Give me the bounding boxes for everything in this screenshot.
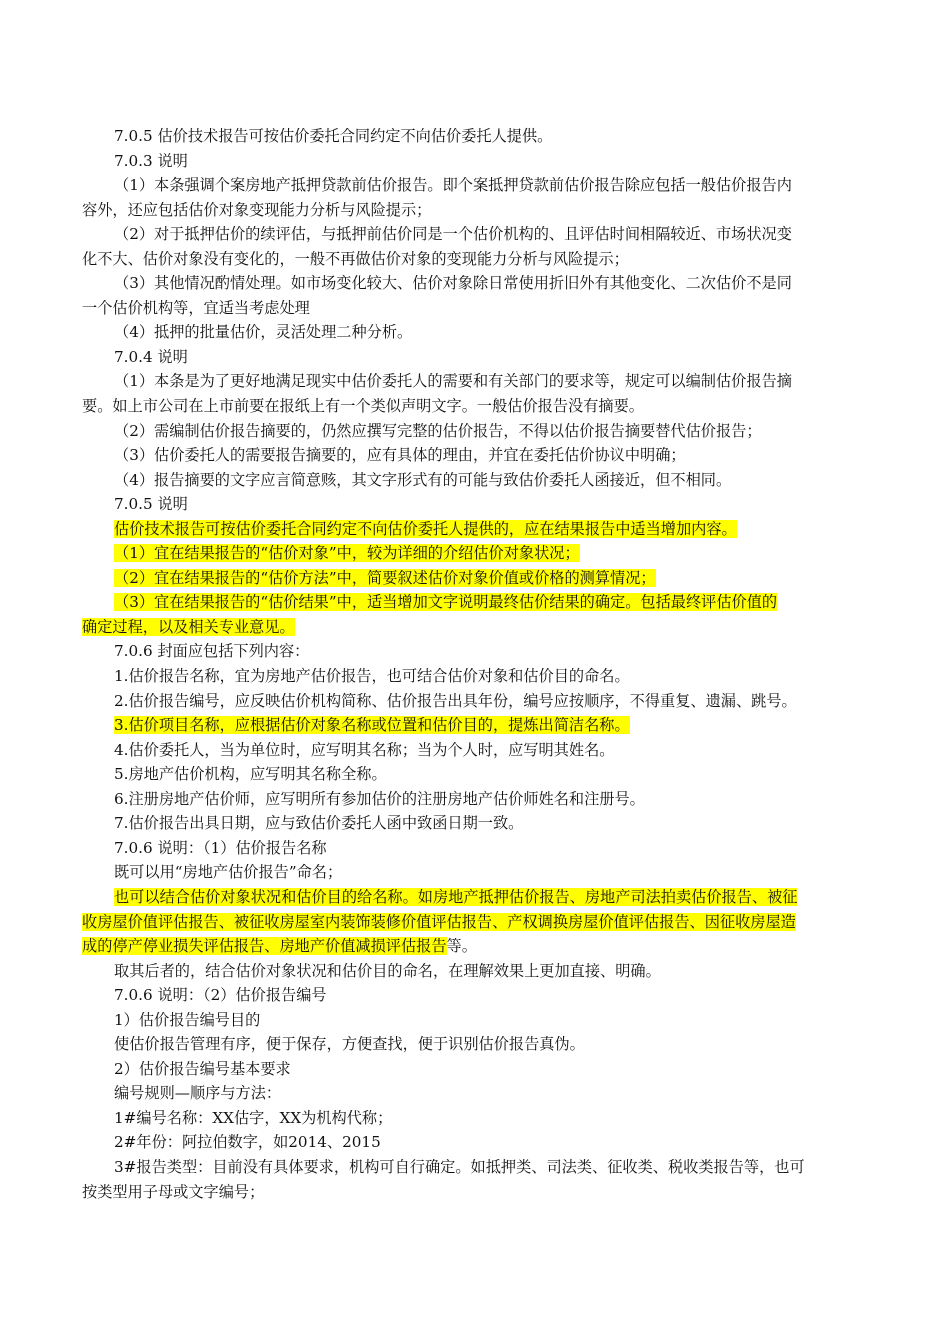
text-line <box>82 149 882 174</box>
line-text: 编号规则—顺序与方法： <box>114 1084 282 1103</box>
text-line <box>82 517 882 542</box>
highlighted-text: （1）宜在结果报告的“估价对象”中，较为详细的介绍估价对象状况； <box>114 544 580 563</box>
text-line <box>82 1081 882 1106</box>
text-line <box>82 566 882 591</box>
document-page <box>82 124 882 1204</box>
text-line <box>82 934 882 959</box>
highlighted-text: （2）宜在结果报告的“估价方法”中，简要叙述估价对象价值或价格的测算情况； <box>114 568 656 587</box>
line-text: 7.0.4 说明 <box>114 347 188 366</box>
line-text: 2.估价报告编号，应反映估价机构简称、估价报告出具年份，编号应按顺序，不得重复、遗漏、跳号。 <box>114 691 797 710</box>
line-text: 使估价报告管理有序，便于保存，方便查找，便于识别估价报告真伪。 <box>114 1035 585 1054</box>
text-line <box>82 664 882 689</box>
line-text: 按类型用子母或文字编号； <box>82 1182 265 1201</box>
line-text: 7.0.5 说明 <box>114 495 188 514</box>
text-line <box>82 394 882 419</box>
line-text: 2）估价报告编号基本要求 <box>114 1059 291 1078</box>
text-line <box>82 787 882 812</box>
highlighted-text: 成的停产停业损失评估报告、房地产价值减损评估报告 <box>82 937 447 956</box>
text-line <box>82 1155 882 1180</box>
line-text: （1）本条是为了更好地满足现实中估价委托人的需要和有关部门的要求等，规定可以编制估价报告摘 <box>114 372 792 391</box>
highlighted-text: 也可以结合估价对象状况和估价目的给名称。如房地产抵押估价报告、房地产司法拍卖估价报告、被征 <box>114 887 798 906</box>
text-line <box>82 124 882 149</box>
line-text: 容外，还应包括估价对象变现能力分析与风险提示； <box>82 200 432 219</box>
text-line <box>82 468 882 493</box>
line-text: 7.0.6 说明：（1）估价报告名称 <box>114 838 327 857</box>
highlighted-text: （3）宜在结果报告的“估价结果”中，适当增加文字说明最终估价结果的确定。包括最终评估价值的 <box>114 593 778 612</box>
text-line <box>82 247 882 272</box>
line-text: 7.0.6 说明：（2）估价报告编号 <box>114 986 327 1005</box>
text-line <box>82 885 882 910</box>
text-line <box>82 1130 882 1155</box>
line-text: 6.注册房地产估价师，应写明所有参加估价的注册房地产估价师姓名和注册号。 <box>114 789 645 808</box>
line-text: 1#编号名称：XX估字，XX为机构代称； <box>114 1108 393 1127</box>
line-text: 取其后者的，结合估价对象状况和估价目的命名，在理解效果上更加直接、明确。 <box>114 961 661 980</box>
text-line <box>82 860 882 885</box>
text-line <box>82 1106 882 1131</box>
line-text: 2#年份：阿拉伯数字，如2014、2015 <box>114 1133 381 1152</box>
text-line <box>82 173 882 198</box>
line-text: 7.0.5 估价技术报告可按估价委托合同约定不向估价委托人提供。 <box>114 127 553 145</box>
line-tail-text: 等。 <box>446 937 477 956</box>
text-line <box>82 1032 882 1057</box>
text-line <box>82 320 882 345</box>
text-line <box>82 713 882 738</box>
line-text: （4）抵押的批量估价，灵活处理二种分析。 <box>114 323 413 342</box>
text-line <box>82 910 882 935</box>
highlighted-text: 3.估价项目名称，应根据估价对象名称或位置和估价目的，提炼出简洁名称。 <box>114 716 630 735</box>
text-line <box>82 1180 882 1205</box>
text-line <box>82 762 882 787</box>
text-line <box>82 738 882 763</box>
highlighted-text: 确定过程，以及相关专业意见。 <box>82 617 295 636</box>
text-line <box>82 836 882 861</box>
line-text: （1）本条强调个案房地产抵押贷款前估价报告。即个案抵押贷款前估价报告除应包括一般估价报告内 <box>114 176 792 195</box>
text-line <box>82 811 882 836</box>
text-line <box>82 689 882 714</box>
line-text: 既可以用“房地产估价报告”命名； <box>114 863 343 882</box>
line-text: 7.估价报告出具日期，应与致估价委托人函中致函日期一致。 <box>114 814 524 833</box>
line-text: 一个估价机构等，宜适当考虑处理 <box>82 298 310 317</box>
text-line <box>82 419 882 444</box>
line-text: （3）估价委托人的需要报告摘要的，应有具体的理由，并宜在委托估价协议中明确； <box>114 446 686 465</box>
text-line <box>82 590 882 615</box>
line-text: 要。如上市公司在上市前要在报纸上有一个类似声明文字。一般估价报告没有摘要。 <box>82 397 644 416</box>
line-text: （2）需编制估价报告摘要的，仍然应撰写完整的估价报告，不得以估价报告摘要替代估价报告； <box>114 421 762 440</box>
highlighted-text: 估价技术报告可按估价委托合同约定不向估价委托人提供的，应在结果报告中适当增加内容。 <box>114 519 737 538</box>
text-line <box>82 345 882 370</box>
text-line <box>82 615 882 640</box>
text-line <box>82 369 882 394</box>
text-line <box>82 271 882 296</box>
line-text: （3）其他情况酌情处理。如市场变化较大、估价对象除日常使用折旧外有其他变化、二次估价不是同 <box>114 274 792 293</box>
line-text: 3#报告类型：目前没有具体要求，机构可自行确定。如抵押类、司法类、征收类、税收类报告等，也可 <box>114 1157 805 1176</box>
text-line <box>82 222 882 247</box>
text-line <box>82 198 882 223</box>
line-text: 1.估价报告名称，宜为房地产估价报告，也可结合估价对象和估价目的命名。 <box>114 667 630 686</box>
text-line <box>82 1008 882 1033</box>
line-text: （4）报告摘要的文字应言简意赅，其文字形式有的可能与致估价委托人函接近，但不相同。 <box>114 470 732 489</box>
text-line <box>82 296 882 321</box>
line-text: （2）对于抵押估价的续评估，与抵押前估价同是一个估价机构的、且评估时间相隔较近、市场状况变 <box>114 225 792 244</box>
text-line <box>82 983 882 1008</box>
line-text: 化不大、估价对象没有变化的，一般不再做估价对象的变现能力分析与风险提示； <box>82 249 629 268</box>
text-line <box>82 541 882 566</box>
line-text: 4.估价委托人，当为单位时，应写明其名称；当为个人时，应写明其姓名。 <box>114 740 615 759</box>
line-text: 7.0.3 说明 <box>114 151 188 170</box>
text-line <box>82 1057 882 1082</box>
text-line <box>82 639 882 664</box>
line-text: 1）估价报告编号目的 <box>114 1010 261 1029</box>
text-line <box>82 443 882 468</box>
line-text: 5.房地产估价机构，应写明其名称全称。 <box>114 765 387 784</box>
highlighted-text: 收房屋价值评估报告、被征收房屋室内装饰装修价值评估报告、产权调换房屋价值评估报告、因征收房屋造 <box>82 912 796 931</box>
line-text: 7.0.6 封面应包括下列内容： <box>114 642 310 661</box>
text-line <box>82 959 882 984</box>
text-line <box>82 492 882 517</box>
